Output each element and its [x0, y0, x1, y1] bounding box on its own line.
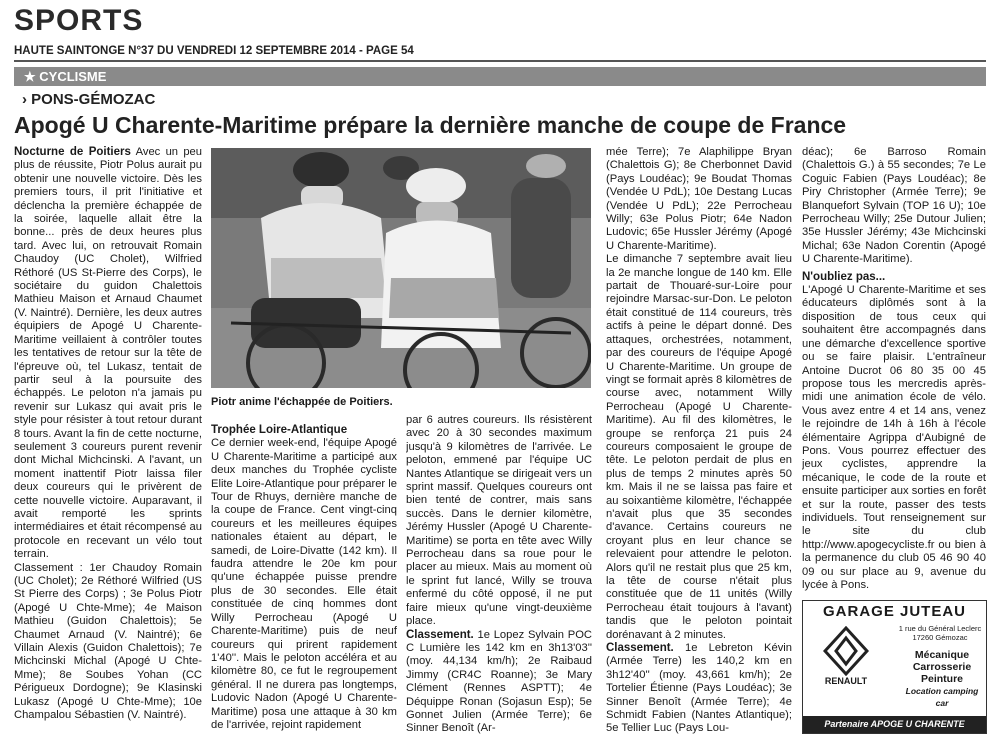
ad-service-3: Peinture [920, 673, 963, 685]
subhead-noubliez: N'oubliez pas... [802, 270, 886, 283]
renault-logo-icon [823, 626, 869, 676]
col5-paragraph-2: L'Apogé U Charente-Maritime et ses éducateurs diplômés sont à la disposition de tous ceux qui souhaitent être accompagnés dans une démarche d'excellence sportive ou se faire plaisir. L'entraîneur Antoine Ducrot 06 80 35 00 45 propose tous les mercredis après-midi une animation école de vélo. Vous avez entre 4 et 14 ans, venez le rejoindre de 14h à 16h à l'école élémentaire Agrippa d'Aubigné de Pons. Vous pourrez effectuer des jeux cyclistes, apprendre la mécanique, le code de la route et ensuite participer aux sorties en forêt et sur la route, passer des tests individuels. Tout renseignement sur le site du club http://www.apogecycliste.fr ou bien à la permanence du club 05 46 90 40 09 ou sur place au 9, avenue du lycée à Pons. [802, 284, 986, 591]
ad-services [899, 649, 985, 709]
article-column-4 [606, 146, 792, 738]
ad-address: 1 rue du Général Leclerc 17260 Gémozac [898, 624, 982, 642]
col1-paragraph-1: Avec un peu plus de réussite, Piotr Polus aurait pu obtenir une nouvelle victoire. Dès les premiers tours, il prit l'initiative et déclencha la première échappée de la soirée, laquelle allait être la bonne... près de deux heures plus tard. Avec lui, on retrouvait Romain Chaudoy (UC Cholet), Wilfried Réthoré (US St-Pierre des Corps), le sociétaire du guidon Chalettois Mathieu Maison et Arnaud Chaumet (V. Naintré). Dernière, les deux autres équipiers de Apogé U Charente-Maritime veillaient à contrôler toutes les tentatives de retour sur la tête de l'épreuve où, tel Lukasz, tentait de partir seul à la poursuite des échappés. Le peloton n'a jamais pu revenir sur Lukasz qui avait pris le style pour résister à tout retour durant 8 tours. Avant la fin de cette nocturne, seulement 3 coureurs purent revenir dont Michal Michcinski. A l'avant, un moment inattentif Piotr laissa filer deux coureurs qui le privèrent de cette nouvelle victoire. Auparavant, il avait remporté les sprints intermédiaires et était récompensé au protocole en recevant un vélo tout terrain. [14, 146, 202, 561]
col4-paragraph-2: Le dimanche 7 septembre avait lieu la 2e manche longue de 140 km. Elle partait de Thouaré-sur-Loire pour rejoindre Marsac-sur-Don. Le peloton était constitué de 114 coureurs, très actifs à peine le départ donné. Des attaques, orchestrées, notamment, par des coureurs de l'équipe Apogé U Charente-Maritime. Un groupe de vingt se formait après 8 kilomètres de course avec, notamment Willy Perrocheau (Apogé U Charente-Maritime). Au fil des kilomètres, le groupe se renforça 21 puis 24 coureurs composaient le groupe de tête. Le peloton perdait de plus en plus de temps 2 minutes après 50 km. Mais il ne se laissa pas faire et au soixantième kilomètre, l'échappée n'avait plus que 35 secondes d'avance. Certains coureurs ne croyant plus en leur chance se relevaient pour attendre le peloton. Alors qu'il ne restait plus que 25 km, la tête de course n'était plus constituée que de 11 unités (Willy Perrocheau était toujours à l'avant) tandis que le peloton pointait dorénavant à 2 minutes. [606, 253, 792, 641]
subhead-nocturne: Nocturne de Poitiers [14, 146, 131, 158]
ad-service-1: Mécanique [914, 649, 970, 661]
race-photo [211, 148, 591, 388]
article-headline: Apogé U Charente-Maritime prépare la dernière manche de coupe de France [14, 112, 847, 138]
garage-advertisement [802, 600, 987, 746]
ad-service-2: Carrosserie [912, 661, 972, 673]
article-column-5 [802, 146, 986, 592]
col4-paragraph-3: 1e Lebreton Kévin (Armée Terre) les 140,2 km en 3h12'40'' (moy. 43,661 km/h); 2e Tortelier Étienne (Pays Loudéac); 3e Sinner Benoît (Armée Terre); 4e Schmidt Fabien (Nantes Atlantique); 5e Tellier Luc (Pays Lou- [606, 642, 792, 735]
rubric-bar: ★ CYCLISME [14, 67, 986, 86]
col4-paragraph-1: mée Terre); 7e Alaphilippe Bryan (Chalettois G); 8e Cherbonnet David (Pays Loudéac); 9e Boudat Thomas (Vendée U PdL); 10e Destang Lucas (Vendée U PdL); 22e Perrocheau Willy; 63e Polus Piotr; 64e Nadon Ludovic; 65e Hussler Jérémy (Apogé U Charente-Maritime). [606, 146, 792, 252]
article-column-1 [14, 146, 202, 738]
ad-service-4: Location camping car [905, 686, 979, 708]
ad-brand: RENAULT [824, 676, 868, 686]
col3-paragraph-1: par 6 autres coureurs. Ils résistèrent avec 20 à 30 secondes maximum jusqu'à 9 kilomètres de l'arrivée. Le peloton, emmené par l'équipe UC Nantes Atlantique se dirigeait vers un sprint massif. Quelques coureurs ont bien tenté de contrer, mais sans succès. Dans le dernier kilomètre, Jérémy Hussler (Apogé U Charente-Maritime) se porta en tête avec Willy Perrocheau dans sa roue pour le placer au mieux. Mais au moment où le sprint fut lancé, Willy se trouva enfermé du côté opposé, il ne put faire mieux qu'une vingt-deuxième place. [406, 414, 592, 628]
section-title: SPORTS [14, 4, 144, 37]
col3-paragraph-2: 1e Lopez Sylvain POC C Lumière les 142 km en 3h13'03'' (moy. 44,134 km/h); 2e Raibaud Jimmy (CR4C Roanne); 3e Mary Clément (Rennes ASPTT); 4e Déquippe Ronan (Sojasun Esp); 5e Gonnet Julien (Armée Terre); 6e Sinner Benoît (Ar- [406, 628, 592, 735]
classement-label-1: Classement. [406, 628, 474, 641]
subhead-trophee: Trophée Loire-Atlantique [211, 424, 348, 436]
col2-paragraph-1: Ce dernier week-end, l'équipe Apogé U Charente-Maritime a participé aux deux manches du Trophée cycliste Elite Loire-Atlantique pour préparer le Tour de Rhuys, dernière manche de la coupe de France. Cent vingt-cinq coureurs et les meilleures équipes nationales étaient au départ, le samedi, de Loire-Divatte (142 km). Il faudra attendre le 20e km pour qu'une échappée puisse prendre plus de 30 secondes. Elle était constituée de cinq hommes dont Willy Perrocheau (Apogé U Charente-Maritime) puis de neuf coureurs qui prirent rapidement 1'40''. Mais le peloton accéléra et au kilomètre 80, ce fut le regroupement général. Il ne durera pas longtemps, Ludovic Nadon (Apogé U Charente-Maritime) posa une attaque à 30 km de l'arrivée, rejoint rapidement [211, 437, 397, 731]
article-column-3 [406, 414, 592, 738]
photo-caption: Piotr anime l'échappée de Poitiers. [211, 396, 393, 408]
article-location: › PONS-GÉMOZAC [22, 91, 156, 108]
classement-label-2: Classement. [606, 642, 674, 655]
col1-paragraph-2: Classement : 1er Chaudoy Romain (UC Cholet); 2e Réthoré Wilfried (US St Pierre des Corps) ; 3e Polus Piotr (Apogé U Chte-Mme); 4e Maison Mathieu (Guidon Chalettois); 5e Chaumet Arnaud (V. Naintré); 6e Villain Alexis (Guidon Chalettois); 7e Michcinski Michal (Apogé U Chte-Mme); 8e Soubes Yohan (CC Périgueux Dordogne); 9e Klasinski Lukasz (Apogé U Chte-Mme); 10e Champalou Sébastien (V. Naintré). [14, 561, 202, 722]
ad-footer: Partenaire APOGE U CHARENTE MARITIME [803, 716, 986, 733]
edition-line: HAUTE SAINTONGE N°37 DU VENDREDI 12 SEPTEMBRE 2014 - PAGE 54 [14, 45, 414, 57]
article-column-2 [211, 424, 397, 738]
col5-paragraph-1: déac); 6e Barroso Romain (Chalettois G.) à 55 secondes; 7e Le Coguic Fabien (Pays Loudéac); 8e Piry Christopher (Armée Terre); 9e Blanquefort Sylvain (TOP 16 U); 10e Perrocheau Willy; 25e Dutour Julien; 35e Hussler Jérémy; 43e Michcinski Michal; 63e Nadon Corentin (Apogé U Charente-Maritime). [802, 146, 986, 266]
ad-title: GARAGE JUTEAU [822, 603, 966, 620]
header-rule [14, 60, 986, 62]
